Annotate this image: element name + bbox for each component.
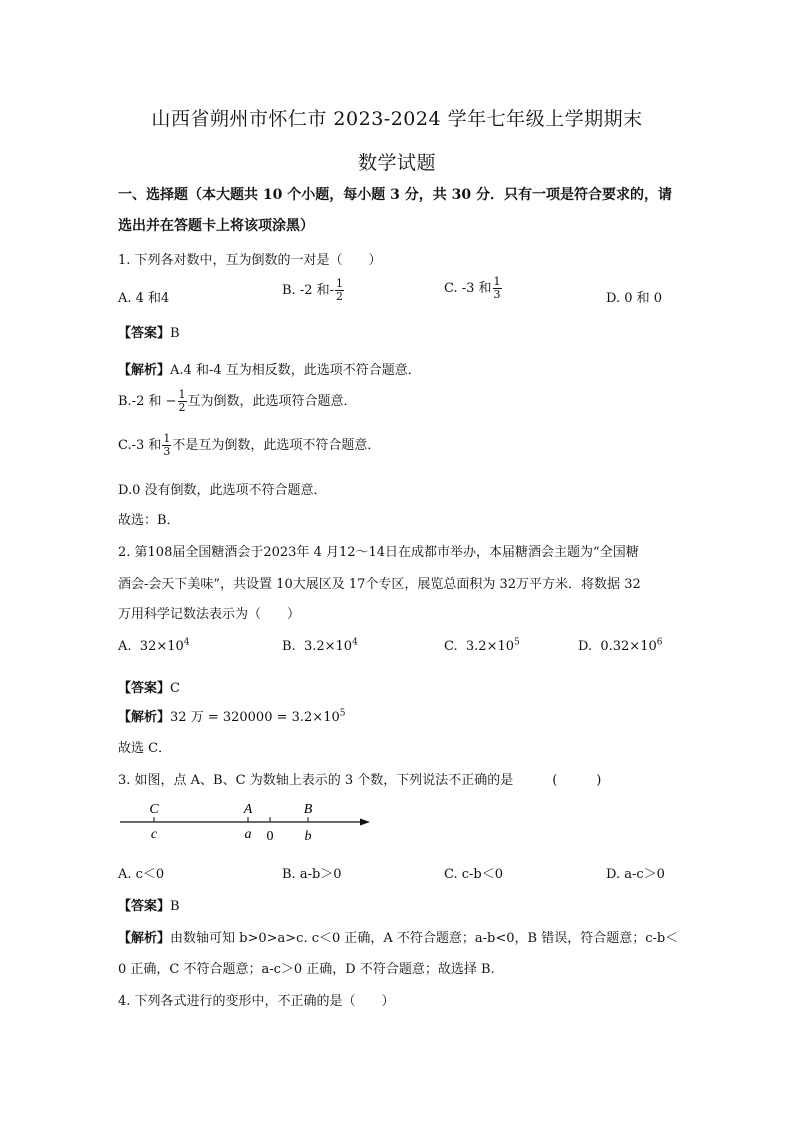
analysis-fraction: [178, 389, 187, 414]
arrow-right-icon: [360, 819, 370, 826]
analysis-tag: 【解析】: [118, 710, 171, 725]
q3-answer: [118, 895, 180, 914]
option-exponent: 5: [514, 637, 520, 648]
q2-answer: [118, 677, 180, 696]
analysis-text: 不是互为倒数，此选项不符合题意．: [172, 438, 381, 453]
fraction-numerator: 1: [336, 277, 344, 290]
label-zero: 0: [266, 829, 274, 844]
q1-analysis-3: [118, 433, 380, 458]
q1-conclusion: 故选：B．: [118, 513, 180, 528]
q1-option-a: A. 4 和4: [118, 291, 170, 306]
number-line-figure: [118, 798, 378, 848]
q1-analysis-4: D.0 没有倒数，此选项不符合题意．: [118, 483, 327, 498]
analysis-text: A.4 和-4 互为相反数，此选项不符合题意．: [170, 363, 421, 378]
exam-title: 山西省朔州市怀仁市 2023-2024 学年七年级上学期期末: [151, 108, 643, 130]
q3-analysis-2: 0 正确，C 不符合题意；a-c＞0 正确，D 不符合题意；故选择 B.: [118, 962, 495, 977]
analysis-text: C.-3 和: [118, 438, 162, 453]
q2-option-c: [444, 639, 520, 654]
option-label: B.: [282, 639, 296, 654]
option-exponent: 4: [183, 637, 190, 648]
option-label: C.: [444, 639, 458, 654]
q3-analysis-1: [118, 927, 678, 946]
label-upper-b: B: [303, 802, 313, 817]
option-exponent: 6: [656, 637, 663, 648]
fraction-denominator: 2: [178, 401, 186, 414]
answer-value: B: [170, 899, 180, 914]
q1-option-c: [444, 276, 503, 301]
q1-option-d: D. 0 和 0: [606, 291, 663, 306]
answer-value: B: [170, 326, 180, 341]
option-value: 32×10: [139, 639, 184, 654]
question-4-stem: 4. 下列各式进行的变形中，不正确的是（ ）: [118, 994, 395, 1009]
q1-analysis-2: [118, 389, 357, 414]
label-lower-a: a: [244, 827, 252, 842]
q3-option-c: C. c-b＜0: [444, 867, 504, 882]
option-label: A.: [118, 639, 132, 654]
question-2-stem-3: 万用科学记数法表示为（ ）: [118, 607, 301, 622]
q2-option-a: [118, 639, 190, 654]
label-upper-c: C: [149, 802, 159, 817]
question-1-stem: 1. 下列各对数中，互为倒数的一对是（ ）: [118, 253, 382, 268]
answer-tag: 【答案】: [118, 326, 171, 341]
q1-option-c-fraction: [493, 276, 502, 301]
option-exponent: 4: [352, 637, 358, 648]
analysis-text: 32 万 = 320000 = 3.2×10: [170, 710, 340, 725]
fraction-denominator: 3: [493, 288, 501, 301]
q1-option-b-text: B. -2 和-: [282, 283, 335, 298]
fraction-denominator: 2: [336, 290, 344, 303]
option-value: 3.2×10: [465, 639, 514, 654]
q2-analysis: [118, 706, 345, 725]
q1-analysis-1: [118, 359, 421, 378]
q1-answer: [118, 322, 180, 341]
exam-subtitle: 数学试题: [357, 152, 436, 174]
label-upper-a: A: [243, 802, 253, 817]
analysis-tag: 【解析】: [118, 931, 171, 946]
question-2-stem-2: 酒会-会天下美味”，共设置 10大展区及 17个专区，展览总面积为 32万平方米．将数据 32: [118, 577, 641, 592]
question-3-stem: 3. 如图，点 A、B、C 为数轴上表示的 3 个数，下列说法不正确的是 ( ): [118, 773, 602, 788]
option-label: D.: [578, 639, 593, 654]
option-value: 3.2×10: [303, 639, 353, 654]
analysis-tag: 【解析】: [118, 363, 171, 378]
label-lower-c: c: [150, 827, 158, 842]
q2-option-b: [282, 639, 358, 654]
question-2-stem-1: 2. 第108届全国糖酒会于2023年 4 月12～14日在成都市举办，本届糖酒会主题为“全国糖: [118, 545, 639, 560]
analysis-text: B.-2 和 −: [118, 394, 177, 409]
analysis-text: 由数轴可知 b>0>a>c. c＜0 正确，A 不符合题意；a-b<0，B 错误，符合题意；c-b＜: [170, 931, 679, 946]
q3-option-b: B. a-b＞0: [282, 867, 342, 882]
q2-conclusion: 故选 C．: [118, 741, 172, 756]
answer-value: C: [170, 681, 180, 696]
analysis-text: 互为倒数，此选项符合题意．: [187, 394, 357, 409]
q3-option-a: A. c＜0: [118, 867, 165, 882]
analysis-exponent: 5: [339, 708, 346, 719]
answer-tag: 【答案】: [118, 899, 171, 914]
fraction-denominator: 3: [163, 445, 171, 458]
q3-option-d: D. a-c＞0: [606, 867, 665, 882]
q1-option-b-fraction: [335, 278, 344, 303]
fraction-numerator: 1: [163, 432, 171, 445]
option-value: 0.32×10: [600, 639, 657, 654]
label-lower-b: b: [304, 829, 312, 844]
answer-tag: 【答案】: [118, 681, 171, 696]
q2-option-d: [578, 639, 662, 654]
q1-option-b: [282, 278, 345, 303]
fraction-numerator: 1: [493, 275, 501, 288]
section-heading: 一、选择题（本大题共 10 个小题，每小题 3 分，共 30 分．只有一项是符合要求的，请选出并在答题卡上将该项涂黑）: [118, 187, 672, 234]
analysis-fraction: [162, 433, 171, 458]
fraction-numerator: 1: [178, 388, 186, 401]
q1-option-c-text: C. -3 和: [444, 281, 492, 296]
